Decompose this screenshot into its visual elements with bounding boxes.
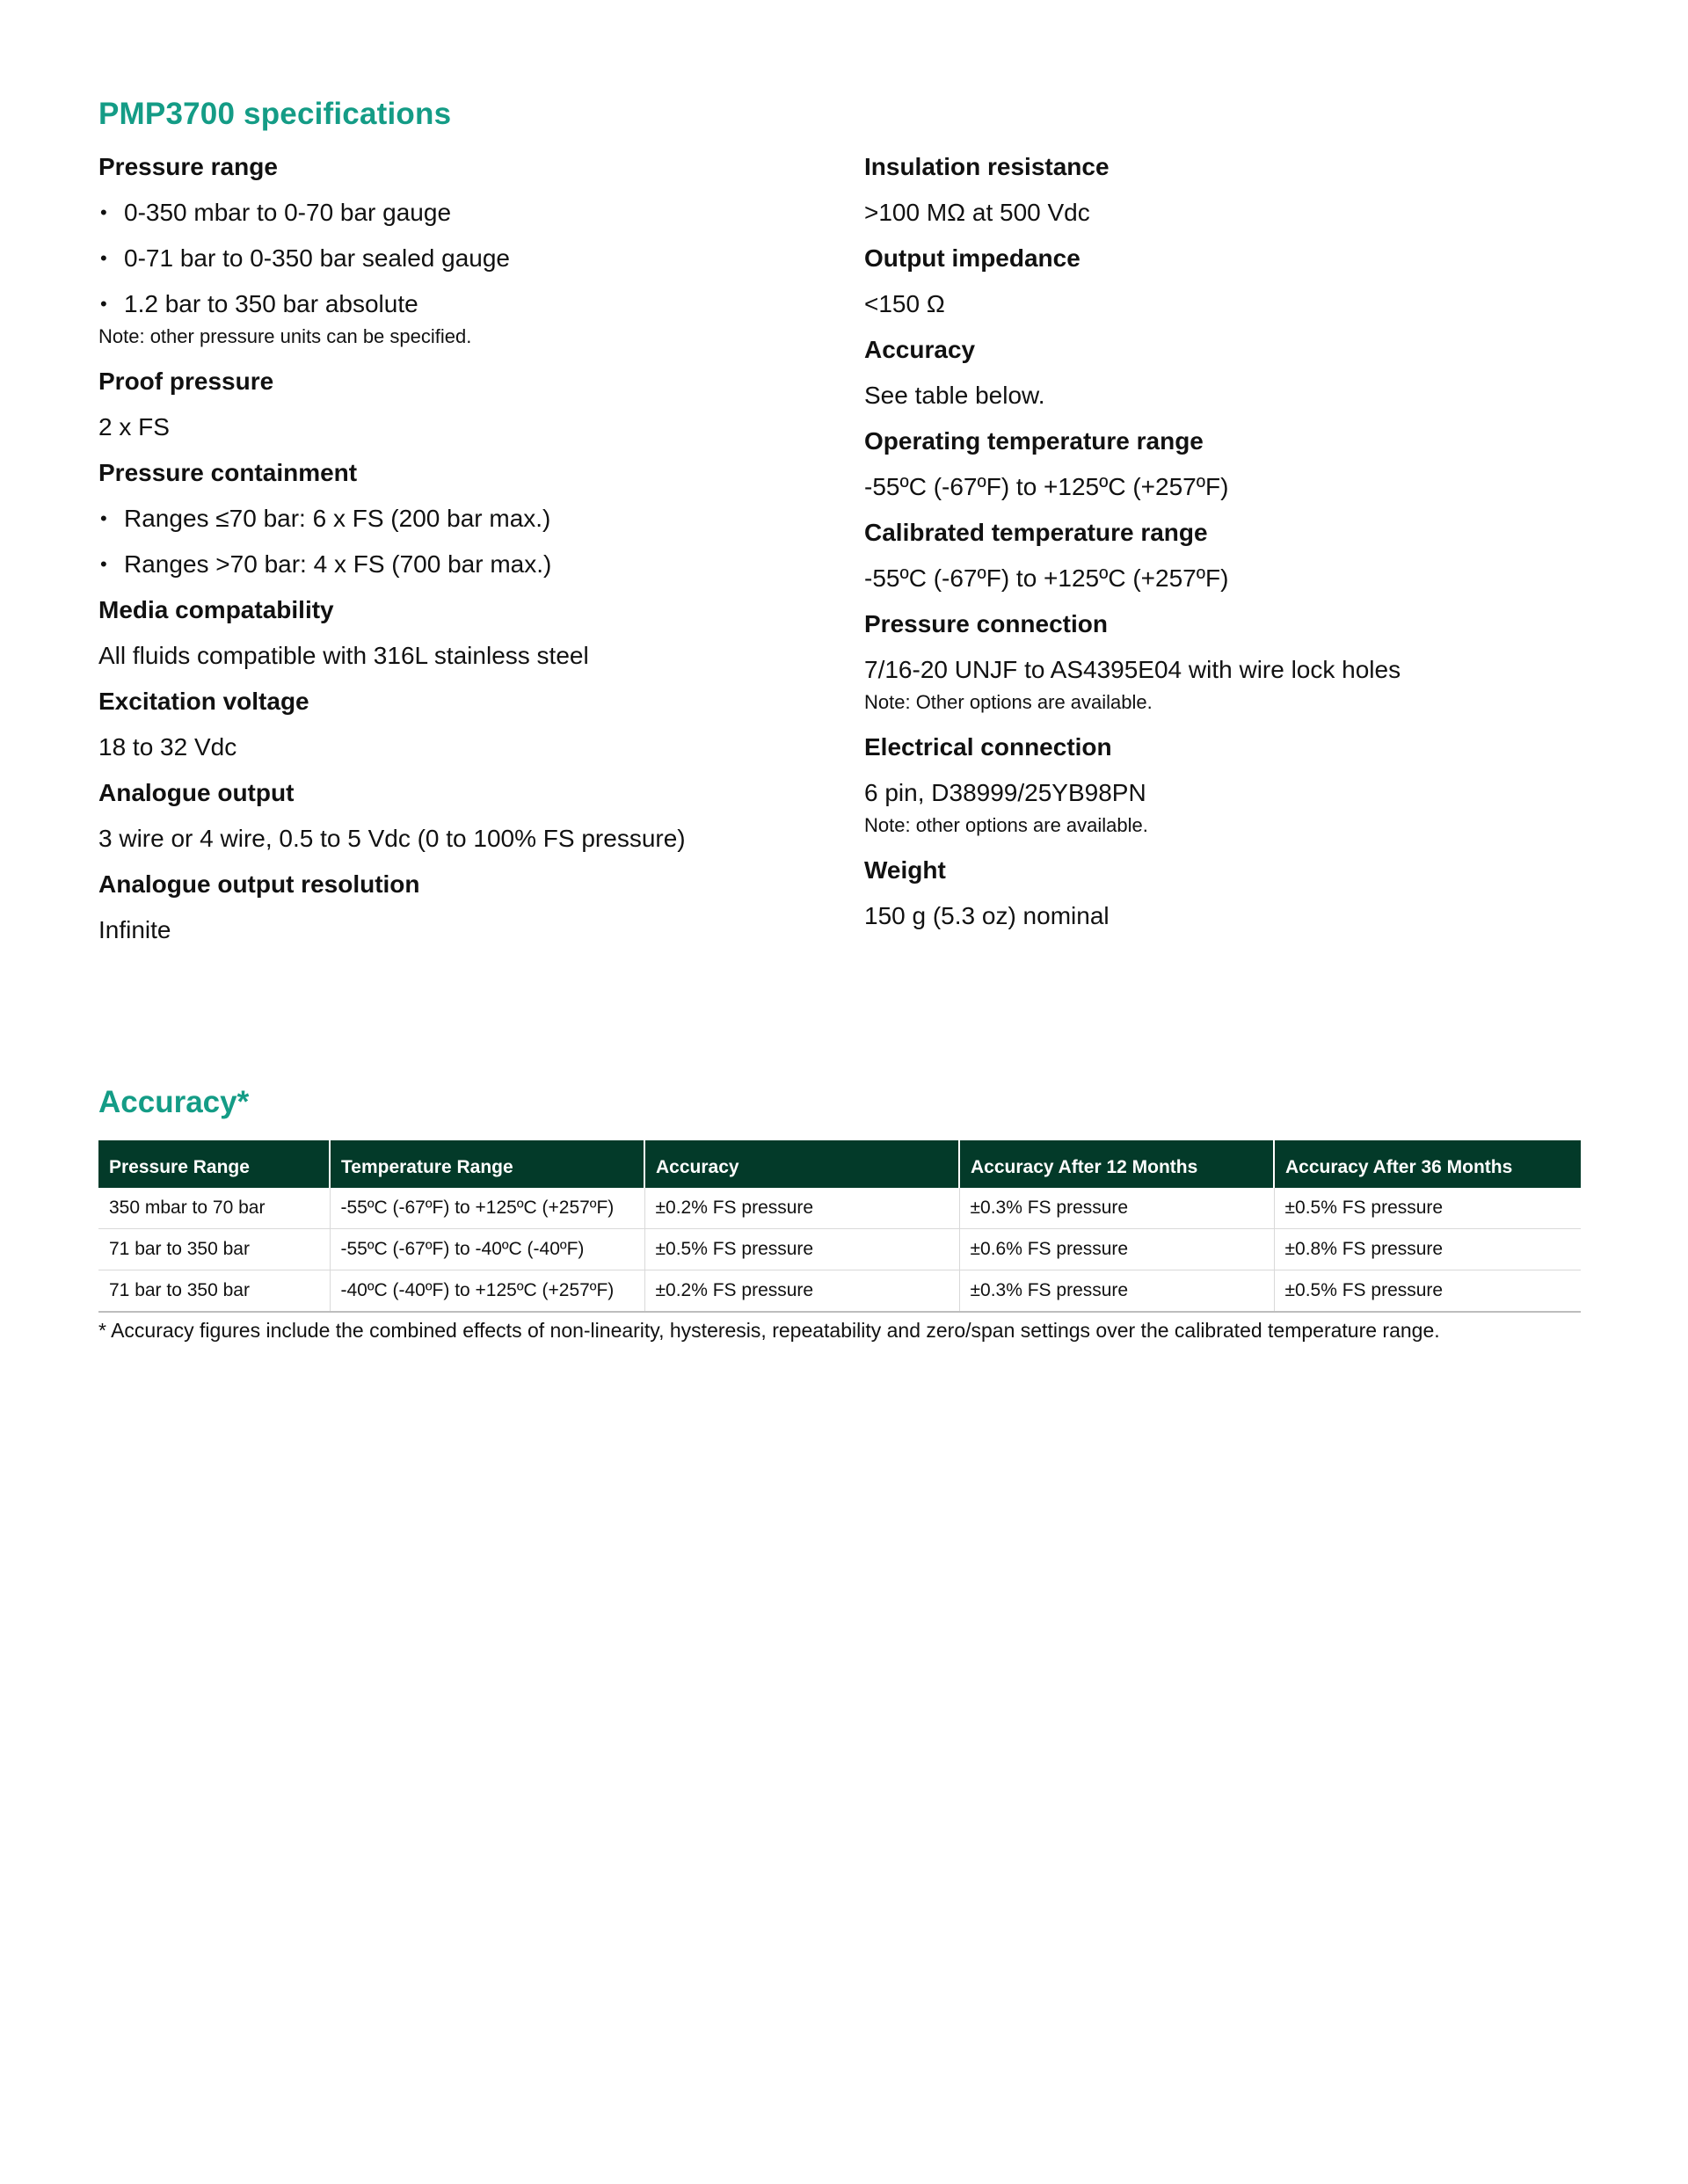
list-item: • 0-350 mbar to 0-70 bar gauge: [98, 195, 837, 241]
spec-insulation-resistance: [864, 149, 1603, 241]
bullet-icon: •: [100, 293, 107, 315]
specs-right-column: [864, 149, 1603, 944]
spec-value: 18 to 32 Vdc: [98, 733, 237, 761]
spec-label: Accuracy: [864, 336, 976, 363]
table-row: [98, 1270, 1581, 1313]
list-item: • 1.2 bar to 350 bar absolute: [98, 287, 837, 325]
table-cell: ±0.5% FS pressure: [644, 1229, 959, 1270]
column-header: Pressure Range: [98, 1140, 330, 1188]
table-cell: ±0.5% FS pressure: [1274, 1188, 1581, 1229]
spec-proof-pressure: [98, 364, 837, 455]
list-item: • Ranges ≤70 bar: 6 x FS (200 bar max.): [98, 501, 837, 547]
accuracy-footnote: * Accuracy figures include the combined effects of non-linearity, hysteresis, repeatability and zero/span settings over the calibrated temperature range.: [98, 1319, 1440, 1342]
spec-operating-temperature-range: [864, 424, 1603, 515]
accuracy-section-title: Accuracy*: [98, 1085, 250, 1119]
spec-pressure-containment: [98, 455, 837, 593]
spec-label: Electrical connection: [864, 733, 1112, 761]
table-row: [98, 1229, 1581, 1270]
column-header: Accuracy After 12 Months: [959, 1140, 1274, 1188]
spec-label: Pressure range: [98, 153, 278, 180]
spec-value: 150 g (5.3 oz) nominal: [864, 902, 1110, 929]
table-cell: -55ºC (-67ºF) to +125ºC (+257ºF): [330, 1188, 644, 1229]
spec-accuracy: [864, 332, 1603, 424]
spec-excitation-voltage: [98, 684, 837, 775]
specs-left-column: [98, 149, 837, 958]
spec-note: Note: other options are available.: [864, 814, 1148, 836]
spec-electrical-connection: [864, 730, 1603, 853]
spec-list: [98, 195, 837, 325]
spec-output-impedance: [864, 241, 1603, 332]
spec-label: Media compatability: [98, 596, 334, 623]
spec-value: <150 Ω: [864, 290, 945, 317]
spec-label: Insulation resistance: [864, 153, 1110, 180]
table-cell: 350 mbar to 70 bar: [98, 1188, 330, 1229]
spec-label: Calibrated temperature range: [864, 519, 1208, 546]
column-header: Accuracy After 36 Months: [1274, 1140, 1581, 1188]
table-cell: ±0.3% FS pressure: [959, 1270, 1274, 1313]
table-cell: ±0.8% FS pressure: [1274, 1229, 1581, 1270]
bullet-icon: •: [100, 201, 107, 223]
spec-label: Excitation voltage: [98, 688, 309, 715]
column-header: Accuracy: [644, 1140, 959, 1188]
table-header-row: [98, 1140, 1581, 1188]
spec-note: Note: Other options are available.: [864, 691, 1153, 713]
spec-label: Weight: [864, 856, 946, 884]
spec-analogue-output-resolution: [98, 867, 837, 958]
list-item: • Ranges >70 bar: 4 x FS (700 bar max.): [98, 547, 837, 593]
table-cell: ±0.2% FS pressure: [644, 1188, 959, 1229]
spec-value: -55ºC (-67ºF) to +125ºC (+257ºF): [864, 564, 1229, 592]
table-cell: ±0.3% FS pressure: [959, 1188, 1274, 1229]
spec-calibrated-temperature-range: [864, 515, 1603, 607]
spec-weight: [864, 853, 1603, 944]
page-title: PMP3700 specifications: [98, 97, 452, 131]
table-cell: ±0.5% FS pressure: [1274, 1270, 1581, 1313]
spec-value: 3 wire or 4 wire, 0.5 to 5 Vdc (0 to 100% FS pressure): [98, 825, 686, 852]
spec-label: Pressure connection: [864, 610, 1108, 637]
bullet-icon: •: [100, 247, 107, 269]
spec-label: Analogue output resolution: [98, 870, 420, 898]
spec-value: -55ºC (-67ºF) to +125ºC (+257ºF): [864, 473, 1229, 500]
spec-label: Analogue output: [98, 779, 295, 806]
spec-label: Operating temperature range: [864, 427, 1204, 455]
list-item: • 0-71 bar to 0-350 bar sealed gauge: [98, 241, 837, 287]
spec-value: All fluids compatible with 316L stainless steel: [98, 642, 589, 669]
spec-media-compatability: [98, 593, 837, 684]
spec-label: Output impedance: [864, 244, 1080, 272]
table-row: [98, 1188, 1581, 1229]
table-cell: 71 bar to 350 bar: [98, 1229, 330, 1270]
table-cell: ±0.6% FS pressure: [959, 1229, 1274, 1270]
table-cell: -40ºC (-40ºF) to +125ºC (+257ºF): [330, 1270, 644, 1313]
spec-value: Infinite: [98, 916, 171, 943]
bullet-icon: •: [100, 507, 107, 529]
spec-value: See table below.: [864, 382, 1045, 409]
accuracy-table: [98, 1140, 1581, 1313]
spec-value: 7/16-20 UNJF to AS4395E04 with wire lock holes: [864, 656, 1401, 683]
spec-pressure-range: [98, 149, 837, 364]
spec-value: 2 x FS: [98, 413, 170, 440]
spec-list: [98, 501, 837, 593]
spec-label: Proof pressure: [98, 368, 274, 395]
spec-pressure-connection: [864, 607, 1603, 730]
table-cell: 71 bar to 350 bar: [98, 1270, 330, 1313]
bullet-icon: •: [100, 553, 107, 575]
table-cell: -55ºC (-67ºF) to -40ºC (-40ºF): [330, 1229, 644, 1270]
column-header: Temperature Range: [330, 1140, 644, 1188]
spec-analogue-output: [98, 775, 837, 867]
spec-value: >100 MΩ at 500 Vdc: [864, 199, 1090, 226]
spec-note: Note: other pressure units can be specified.: [98, 325, 472, 347]
spec-value: 6 pin, D38999/25YB98PN: [864, 779, 1146, 806]
spec-label: Pressure containment: [98, 459, 358, 486]
table-cell: ±0.2% FS pressure: [644, 1270, 959, 1313]
